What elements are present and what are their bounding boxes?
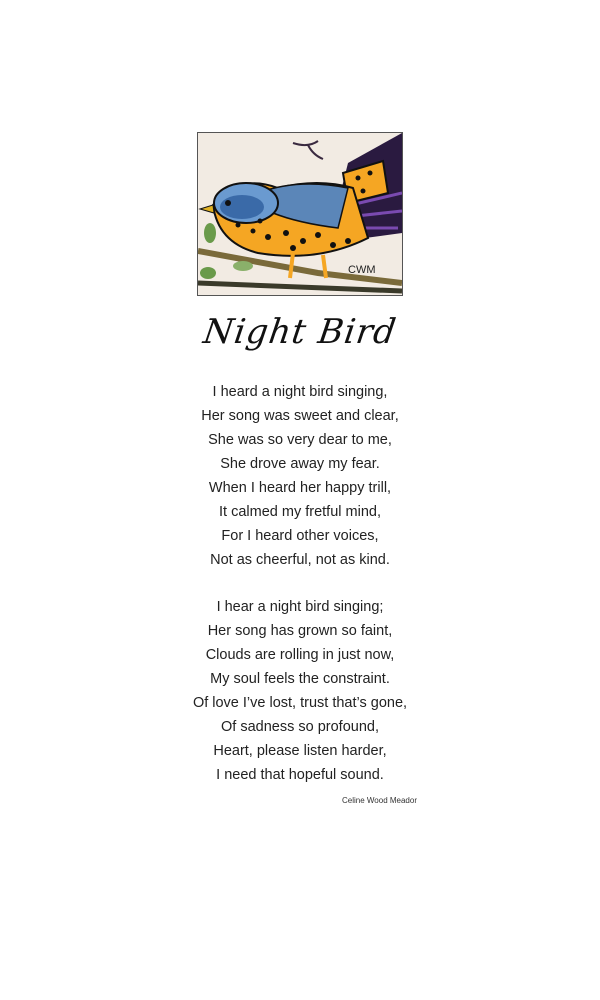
- bird-illustration: [198, 133, 402, 295]
- poem-line: Her song was sweet and clear,: [201, 408, 399, 424]
- poem-line: She was so very dear to me,: [208, 432, 392, 448]
- poem-line: Of love I’ve lost, trust that’s gone,: [192, 695, 408, 711]
- poem-line: For I heard other voices,: [221, 528, 379, 544]
- poem-line: I hear a night bird singing;: [216, 599, 384, 615]
- bird-painting: [197, 132, 403, 296]
- poem-line: Not as cheerful, not as kind.: [210, 552, 390, 568]
- poem-line: Clouds are rolling in just now,: [205, 647, 395, 663]
- poem-line: I heard a night bird singing,: [212, 384, 388, 400]
- poem-line: She drove away my fear.: [220, 456, 380, 472]
- poem-line: Of sadness so profound,: [221, 719, 379, 735]
- author-credit: Celine Wood Meador: [341, 796, 417, 805]
- stanza-1: [0, 380, 600, 572]
- artist-signature: CWM: [348, 264, 376, 276]
- poem-line: Heart, please listen harder,: [213, 743, 387, 759]
- poem-line: I need that hopeful sound.: [216, 767, 384, 783]
- poem-line: My soul feels the constraint.: [210, 671, 390, 687]
- poem-line: Her song has grown so faint,: [207, 623, 393, 639]
- stanza-2: [0, 595, 600, 787]
- poem-line: When I heard her happy trill,: [208, 480, 392, 496]
- poem-line: It calmed my fretful mind,: [219, 504, 381, 520]
- poem-title: Night Bird: [200, 312, 400, 352]
